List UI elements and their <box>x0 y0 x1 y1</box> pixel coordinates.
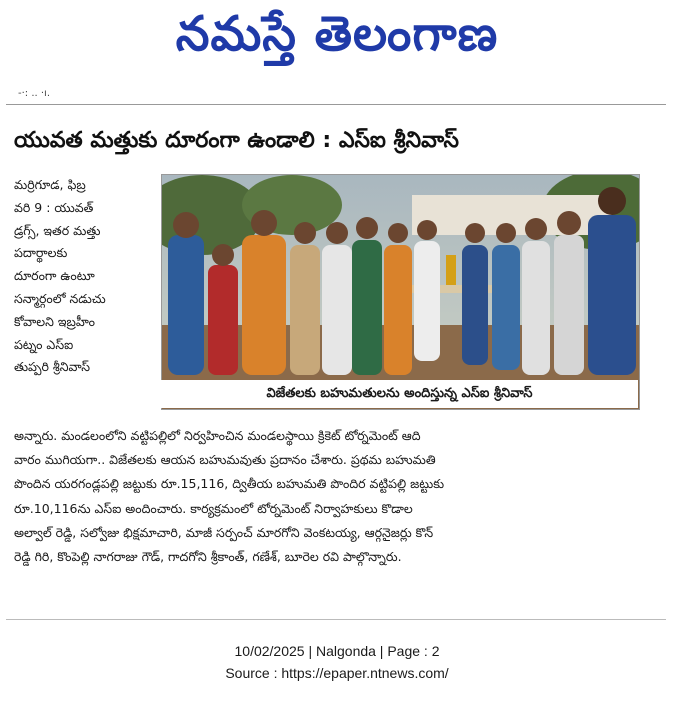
article-column-text <box>14 174 164 379</box>
article-body-text <box>14 424 654 569</box>
body-line: వారం ముగియగా.. విజేతలకు ఆయన బహుమవుతు ప్రదానం చేశారు. ప్రథమ బహుమతి <box>14 452 436 468</box>
column-line: సన్మార్గంలో నడుచు <box>14 290 106 306</box>
column-line: మర్రిగూడ, ఫిబ్ర <box>14 177 86 192</box>
column-line: దూరంగా ఉంటూ <box>14 268 95 284</box>
group-photo-illustration <box>162 175 639 409</box>
body-line: పొందిన యరగండ్లపల్లి జట్టుకు రూ.15,116, ద్వితీయ బహుమతి పొందిర వట్టిపల్లి జట్టుకు <box>14 476 445 492</box>
newspaper-logo: నమస్తే తెలంగాణ <box>175 6 499 62</box>
body-line: రూ.10,116ను ఎస్ఐ అందించారు. కార్యక్రమంలో టోర్నమెంట్ నిర్వాహకులు కొడాల <box>14 500 413 516</box>
column-line: డ్రగ్స్, ఇతర మత్తు <box>14 222 101 238</box>
column-line: కోవాలని ఇబ్రహీం <box>14 313 95 329</box>
source-link[interactable]: Source : https://epaper.ntnews.com/ <box>225 665 449 681</box>
article-headline: యువత మత్తుకు దూరంగా ఉండాలి : ఎస్ఐ శ్రీనివాస్ <box>14 128 459 153</box>
edition-info: 10/02/2025 | Nalgonda | Page : 2 <box>234 643 440 659</box>
masthead <box>0 0 674 80</box>
photo-caption: విజేతలకు బహుమతులను అందిస్తున్న ఎస్ఐ శ్రీనివాస్ <box>161 380 638 408</box>
clipped-text-stub: -·: .. ·ı. <box>18 88 51 99</box>
column-line: తుప్పరి శ్రీనివాస్ <box>14 359 90 375</box>
body-line: రెడ్డి గిరి, కొంపెల్లి నాగరాజు గౌడ్, గాదగోని శ్రీకాంత్, గణేశ్, బూరెల రవి పాల్గొన్నారు. <box>14 549 402 565</box>
column-line: పదార్థాలకు <box>14 245 68 261</box>
column-line: పట్నం ఎస్ఐ <box>14 336 74 352</box>
body-line: అన్నారు. మండలంలోని వట్టిపల్లిలో నిర్వహించిన మండలస్థాయి క్రికెట్ టోర్నమెంట్ ఆది <box>14 428 421 443</box>
body-line: అల్వాల్ రెడ్డి, సల్వోజు భిక్షమాచారి, మాజీ సర్పంచ్ మారగోని వెంకటయ్య, ఆర్గనైజర్లు కొన్ <box>14 524 434 540</box>
article-photo <box>161 174 640 410</box>
page-footer <box>0 640 674 684</box>
column-line: వరి 9 : యువత్ <box>14 199 94 215</box>
